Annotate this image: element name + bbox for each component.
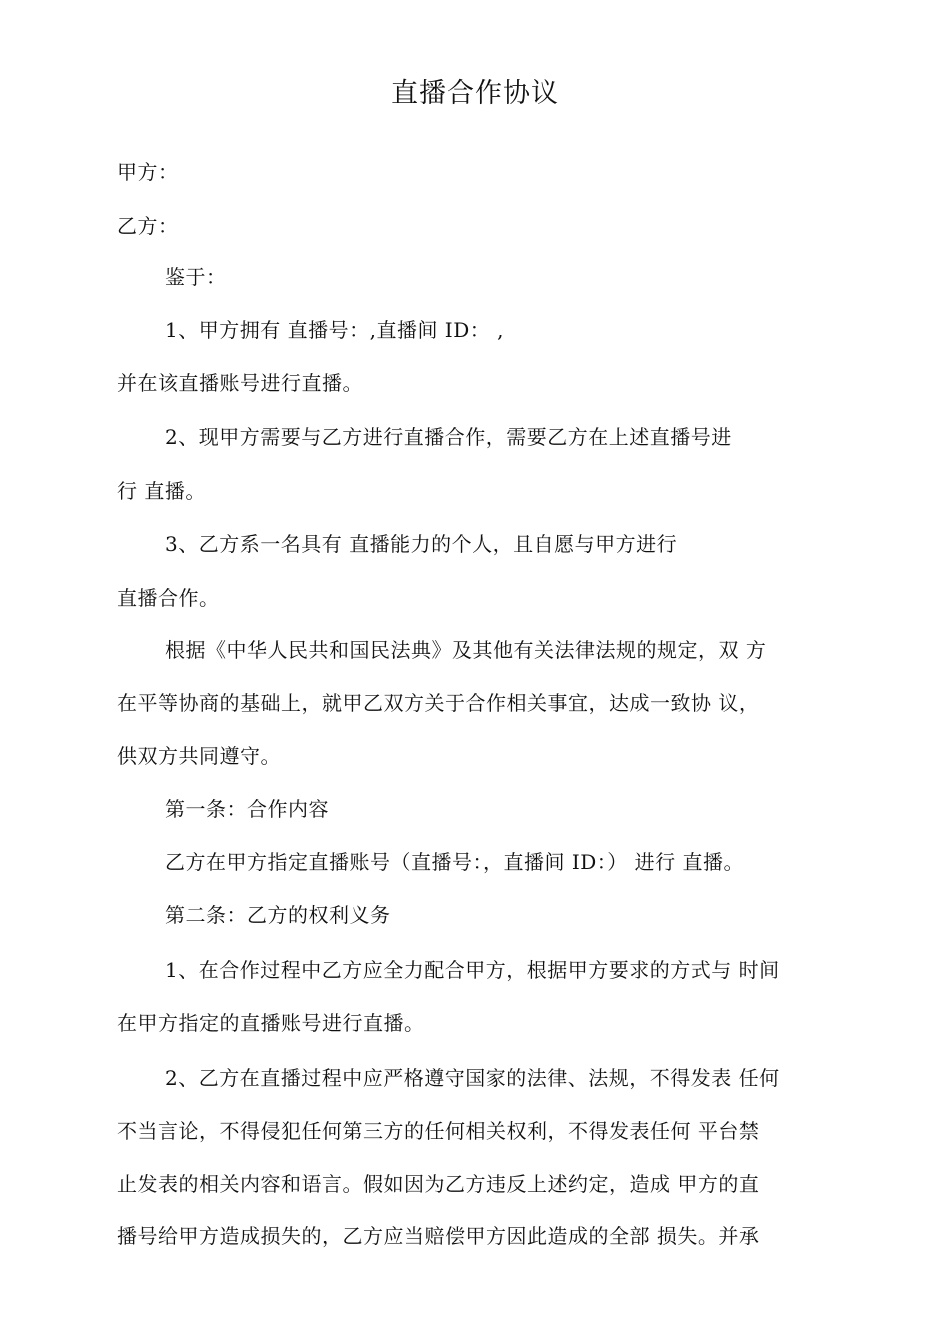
basis-paragraph-line-3: 供双方共同遵守。 bbox=[117, 744, 281, 768]
article-2-item-2-line-2: 不当言论，不得侵犯任何第三方的任何相关权利，不得发表任何 平台禁 bbox=[117, 1119, 760, 1143]
party-b-line: 乙方： bbox=[117, 214, 179, 238]
recital-1-line-2: 并在该直播账号进行直播。 bbox=[117, 371, 363, 395]
basis-paragraph-line-1: 根据《中华人民共和国民法典》及其他有关法律法规的规定，双 方 bbox=[165, 638, 767, 662]
article-2-item-2-line-4: 播号给甲方造成损失的，乙方应当赔偿甲方因此造成的全部 损失。并承 bbox=[117, 1224, 760, 1248]
recital-1-line-1: 1、甲方拥有 直播号：,直播间 ID： , bbox=[165, 318, 504, 342]
article-2-item-1-line-2: 在甲方指定的直播账号进行直播。 bbox=[117, 1011, 425, 1035]
recital-3-line-2: 直播合作。 bbox=[117, 586, 220, 610]
basis-paragraph-line-2: 在平等协商的基础上，就甲乙双方关于合作相关事宜，达成一致协 议， bbox=[117, 691, 760, 715]
recital-2-line-2: 行 直播。 bbox=[117, 479, 206, 503]
article-2-item-1-line-1: 1、在合作过程中乙方应全力配合甲方，根据甲方要求的方式与 时间 bbox=[165, 958, 780, 982]
whereas-heading: 鉴于： bbox=[165, 265, 227, 289]
article-2-item-2-line-1: 2、乙方在直播过程中应严格遵守国家的法律、法规，不得发表 任何 bbox=[165, 1066, 780, 1090]
article-2-item-2-line-3: 止发表的相关内容和语言。假如因为乙方违反上述约定，造成 甲方的直 bbox=[117, 1172, 760, 1196]
recital-3-line-1: 3、乙方系一名具有 直播能力的个人，且自愿与甲方进行 bbox=[165, 532, 678, 556]
recital-2-line-1: 2、现甲方需要与乙方进行直播合作，需要乙方在上述直播号进 bbox=[165, 425, 732, 449]
party-a-line: 甲方： bbox=[117, 160, 179, 184]
document-title: 直播合作协议 bbox=[391, 78, 559, 109]
article-1-heading: 第一条：合作内容 bbox=[165, 797, 329, 821]
article-1-content: 乙方在甲方指定直播账号（直播号：，直播间 ID：） 进行 直播。 bbox=[165, 850, 745, 874]
article-2-heading: 第二条：乙方的权利义务 bbox=[165, 903, 391, 927]
